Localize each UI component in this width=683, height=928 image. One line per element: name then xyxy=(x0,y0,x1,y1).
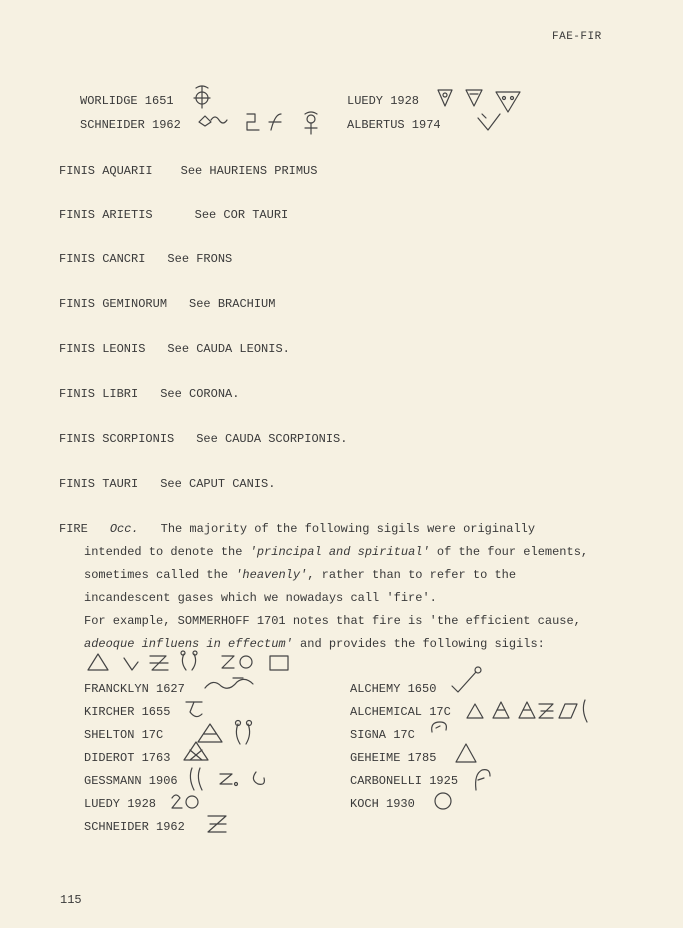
source-alchemy: ALCHEMY 1650 xyxy=(350,682,437,696)
source-gessmann: GESSMANN 1906 xyxy=(84,774,178,788)
source-schneider-top: SCHNEIDER 1962 xyxy=(80,118,181,132)
z-stroke-sigil-icon xyxy=(204,810,232,836)
entry-see-reference: See CORONA. xyxy=(160,387,240,401)
two-zero-sigil-icon xyxy=(170,790,202,812)
source-albertus: ALBERTUS 1974 xyxy=(347,118,441,132)
fire-entry-first-line xyxy=(59,522,535,536)
source-luedy: LUEDY 1928 xyxy=(84,797,157,811)
text-span: intended to denote the xyxy=(84,545,250,559)
source-kircher: KIRCHER 1655 xyxy=(84,705,171,719)
fire-text-line: For example, SOMMERHOFF 1701 notes that fire is 'the efficient cause, xyxy=(84,614,581,628)
page-number: 115 xyxy=(60,893,82,907)
text-span: and provides the following sigils: xyxy=(292,637,545,651)
squiggle-sigils-icon xyxy=(197,108,332,136)
running-head: FAE-FIR xyxy=(552,31,602,43)
fire-text-line: incandescent gases which we nowadays call 'fire'. xyxy=(84,591,437,605)
source-alchemical: ALCHEMICAL 17C xyxy=(350,705,451,719)
entry-term: FINIS AQUARII xyxy=(59,164,153,178)
entry-see-reference: See CAUDA LEONIS. xyxy=(167,342,290,356)
see-entry xyxy=(59,252,232,266)
entry-term: FINIS LEONIS xyxy=(59,342,146,356)
entry-see-reference: See COR TAURI xyxy=(194,208,289,222)
entry-term: FINIS TAURI xyxy=(59,477,139,491)
text-span: , rather than to refer to the xyxy=(307,568,517,582)
source-luedy-top: LUEDY 1928 xyxy=(347,94,420,108)
hooked-curl-sigil-icon xyxy=(428,718,452,736)
entry-term: FIRE xyxy=(59,522,88,536)
text-span-italic: 'principal and spiritual' xyxy=(249,545,430,559)
text-span-italic: 'heavenly' xyxy=(235,568,308,582)
triangle-sigil-icon xyxy=(454,742,478,764)
text-span: sometimes called the xyxy=(84,568,236,582)
entry-see-reference: See CAUDA SCORPIONIS. xyxy=(196,432,348,446)
entry-term: FINIS LIBRI xyxy=(59,387,139,401)
entry-see-reference: See HAURIENS PRIMUS xyxy=(180,164,318,178)
check-loop-sigil-icon xyxy=(450,664,484,694)
sun-cross-sigil-icon xyxy=(190,82,216,110)
entry-term: FINIS SCORPIONIS xyxy=(59,432,175,446)
circle-sigil-icon xyxy=(432,790,454,812)
triangle-x-sigil-icon xyxy=(180,738,212,764)
entry-term: FINIS GEMINORUM xyxy=(59,297,168,311)
entry-term: FINIS CANCRI xyxy=(59,252,146,266)
see-entry xyxy=(59,477,275,491)
fire-text-line xyxy=(84,568,516,582)
source-koch: KOCH 1930 xyxy=(350,797,415,811)
wavy-line-sigil-icon xyxy=(203,674,259,692)
text-span: of the four elements, xyxy=(429,545,589,559)
v-check-sigil-icon xyxy=(474,110,504,132)
entry-see-reference: See CAPUT CANIS. xyxy=(160,477,276,491)
entry-see-reference: See BRACHIUM xyxy=(189,297,276,311)
source-francklyn: FRANCKLYN 1627 xyxy=(84,682,185,696)
see-entry xyxy=(59,342,290,356)
source-worlidge: WORLIDGE 1651 xyxy=(80,94,174,108)
entry-category: Occ. xyxy=(109,522,139,536)
alchemical-triangles-sigils-icon xyxy=(465,696,595,724)
see-entry xyxy=(59,208,288,222)
source-schneider: SCHNEIDER 1962 xyxy=(84,820,185,834)
sommerhoff-sigils-icon xyxy=(86,648,296,674)
see-entry xyxy=(59,297,275,311)
entry-term: FINIS ARIETIS xyxy=(59,208,153,222)
text-span-italic: adeoque influens in effectum' xyxy=(84,637,293,651)
source-geheime: GEHEIME 1785 xyxy=(350,751,437,765)
crook-sigil-icon xyxy=(470,764,494,792)
see-entry xyxy=(59,164,317,178)
fire-text-line: The majority of the following sigils were originally xyxy=(160,522,536,536)
see-entry xyxy=(59,432,347,446)
source-shelton: SHELTON 17C xyxy=(84,728,164,742)
fire-text-line xyxy=(84,545,588,559)
source-diderot: DIDEROT 1763 xyxy=(84,751,171,765)
source-signa: SIGNA 17C xyxy=(350,728,415,742)
source-carbonelli: CARBONELLI 1925 xyxy=(350,774,459,788)
see-entry xyxy=(59,387,239,401)
entry-see-reference: See FRONS xyxy=(167,252,233,266)
